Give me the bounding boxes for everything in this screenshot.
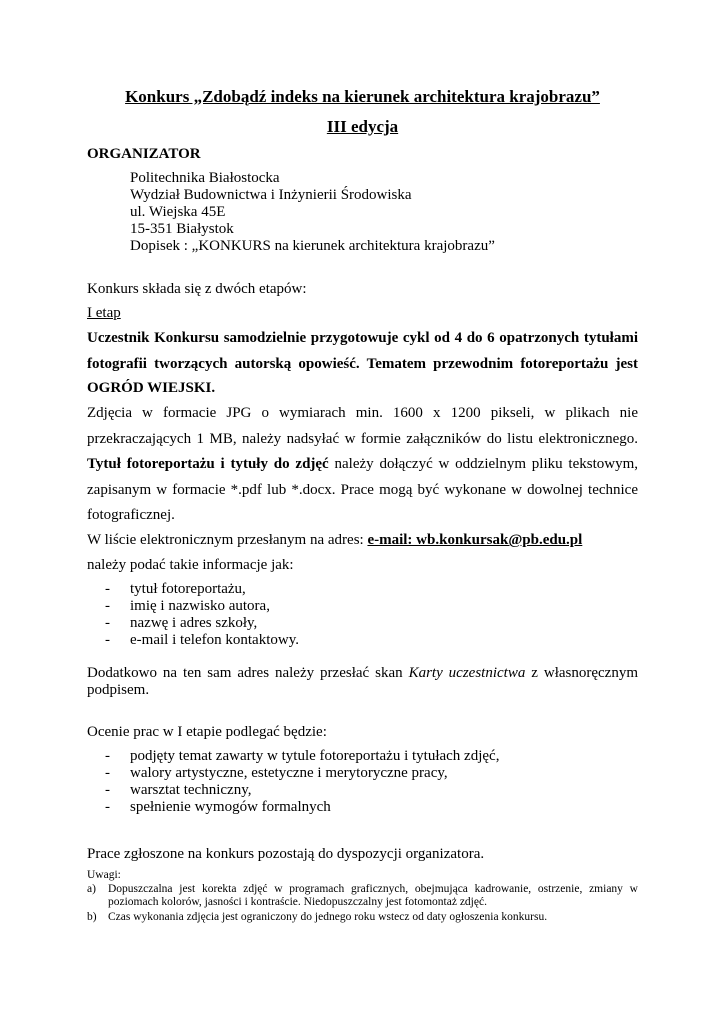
document-title: Konkurs „Zdobądź indeks na kierunek architektura krajobrazu” — [125, 87, 600, 106]
stages-intro: Konkurs składa się z dwóch etapów: — [87, 281, 307, 297]
format-line-end: fotograficznej. — [87, 507, 175, 523]
note-label: a) — [87, 883, 96, 895]
organizer-line: Politechnika Białostocka — [130, 170, 280, 186]
organizer-line: 15-351 Białystok — [130, 221, 234, 237]
participation-card-italic: Karty uczestnictwa — [408, 665, 526, 681]
photo-requirements-line: Zdjęcia w formacie JPG o wymiarach min. 1600 x 1200 pikseli, w plikach nie — [87, 405, 638, 421]
photo-requirements-line: przekraczających 1 MB, należy nadsyłać w formie załączników do listu elektronicznego. — [87, 431, 638, 447]
email-line — [87, 532, 582, 549]
note-label: b) — [87, 911, 97, 923]
evaluation-list-item: - podjęty temat zawarty w tytule fotoreportażu i tytułach zdjęć, — [105, 748, 500, 764]
organizer-line: Dopisek : „KONKURS na kierunek architektura krajobrazu” — [130, 238, 495, 254]
scan-line-end: podpisem. — [87, 682, 150, 698]
titles-bold: Tytuł fotoreportażu i tytuły do zdjęć — [87, 456, 329, 472]
info-list-item: - nazwę i adres szkoły, — [105, 615, 258, 631]
format-line: zapisanym w formacie *.pdf lub *.docx. Prace mogą być wykonane w dowolnej technice — [87, 482, 638, 498]
disposal-statement: Prace zgłoszone na konkurs pozostają do dyspozycji organizatora. — [87, 846, 485, 862]
evaluation-list-item: - walory artystyczne, estetyczne i merytoryczne pracy, — [105, 765, 448, 781]
scan-line: Dodatkowo na ten sam adres należy przesłać skan Karty uczestnictwa z własnoręcznym — [87, 665, 638, 681]
organizer-line: ul. Wiejska 45E — [130, 204, 226, 220]
stage1-heading: I etap — [87, 305, 121, 321]
info-list-item: - e-mail i telefon kontaktowy. — [105, 632, 299, 648]
note-text: poziomach kolorów, jasności i kontraście. Niedopuszczalny jest fotomontaż zdjęć. — [108, 896, 487, 908]
evaluation-list-item: - warsztat techniczny, — [105, 782, 252, 798]
info-list-item: - imię i nazwisko autora, — [105, 598, 270, 614]
info-list-item: - tytuł fotoreportażu, — [105, 581, 246, 597]
stage1-description-line: Uczestnik Konkursu samodzielnie przygotowuje cykl od 4 do 6 opatrzonych tytułami — [87, 330, 638, 346]
titles-requirement-line — [87, 456, 638, 473]
note-text: Czas wykonania zdjęcia jest ograniczony do jednego roku wstecz od daty ogłoszenia konkursu. — [108, 911, 548, 923]
organizer-heading: ORGANIZATOR — [87, 146, 201, 162]
organizer-line: Wydział Budownictwa i Inżynierii Środowiska — [130, 187, 412, 203]
document-subtitle: III edycja — [326, 117, 399, 136]
email-link[interactable]: e-mail: wb.konkursak@pb.edu.pl — [367, 532, 583, 548]
stage1-description-line: fotografii tworzących autorską opowieść. Tematem przewodnim fotoreportażu jest — [87, 356, 638, 372]
evaluation-intro: Ocenie prac w I etapie podlegać będzie: — [87, 724, 327, 740]
info-intro: należy podać takie informacje jak: — [87, 557, 294, 573]
evaluation-list-item: - spełnienie wymogów formalnych — [105, 799, 331, 815]
email-prefix: W liście elektronicznym przesłanym na adres: — [87, 532, 368, 548]
notes-heading: Uwagi: — [87, 869, 121, 881]
stage1-theme: OGRÓD WIEJSKI. — [87, 380, 216, 396]
note-text: Dopuszczalna jest korekta zdjęć w programach graficznych, obejmująca kadrowanie, ostrzenie, zmiany w — [108, 883, 638, 895]
titles-rest: należy dołączyć w oddzielnym pliku tekstowym, — [328, 456, 638, 472]
